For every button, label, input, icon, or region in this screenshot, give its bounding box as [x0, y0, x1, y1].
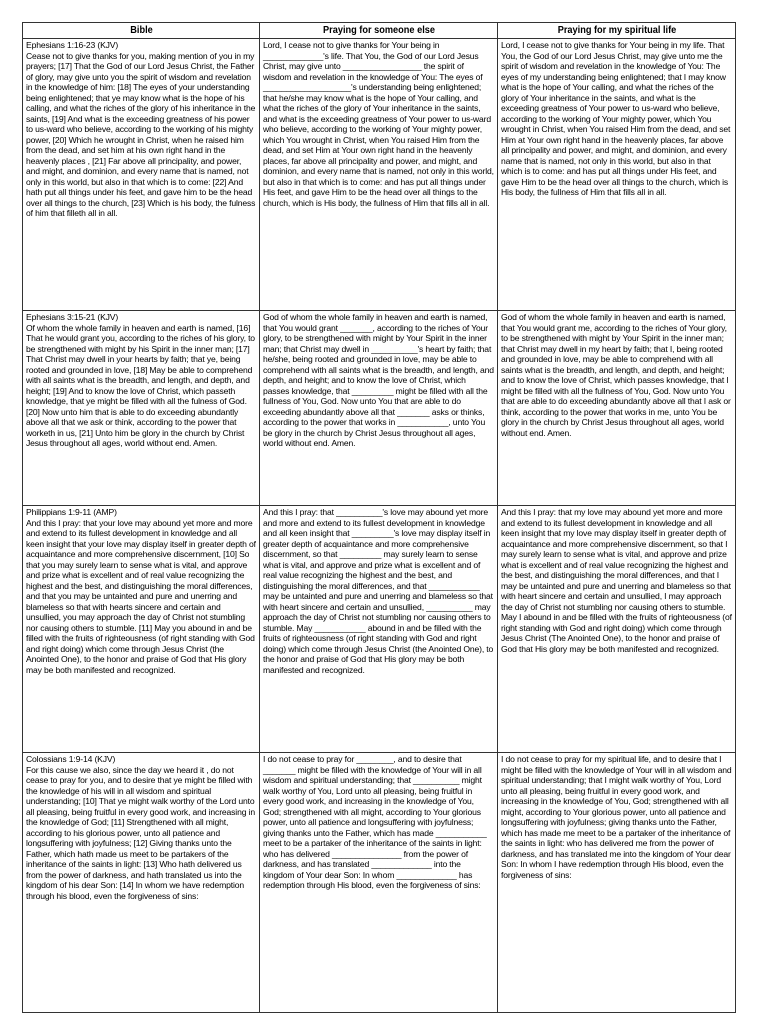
prayer-for-my-spiritual-life: Lord, I cease not to give thanks for Your being in my life. That You, the God of our Lord Jesus Christ, may give unto me the spirit of wisdom and revelation in the knowledge of You: The eyes of my understanding being enlightened; that I may know what is the hope of Your calling, and what the riches of the glory of Your inheritance in the saints, and what is the exceeding greatness of Your power to us-ward who believe, according to the working of Your mighty power, which You wrought in Christ, when You raised Him from the dead, and set Him at Your own right hand in the heavenly places, far above all principality and power, and might, and dominion, and every name that is named, not only in this world, but also in that which is to come: and has put all things under His feet, and gave Him to be the head over all things to the church, which is His body, the fullness of Him that fills all in all. — [498, 39, 736, 311]
table-row — [23, 311, 736, 506]
header-row — [23, 23, 736, 39]
header-praying-for-my-spiritual-life: Praying for my spiritual life — [507, 23, 726, 39]
scripture-text: For this cause we also, since the day we heard it , do not cease to pray for you, and to desire that ye might be filled with the knowledge of his will in all wisdom and spiritual understanding; [10] That ye might walk worthy of the Lord unto all pleasing, being fruitful in every good work, and increasing in the knowledge of God; [11] Strengthened with all might, according to his glorious power, unto all patience and longsuffering with joyfulness; [12] Giving thanks unto the Father, which hath made us meet to be partakers of the inheritance of the saints in light: [13] Who hath delivered us from the power of darkness, and hath translated us into the kingdom of his dear Son: [14] In whom we have redemption through his blood, even the forgiveness of sins: — [26, 764, 255, 901]
scripture-text: And this I pray: that your love may abound yet more and more and extend to its fullest development in knowledge and all keen insight that your love may display itself in greater depth of acquaintance and more comprehensive discernment, [10] So that you may surely learn to sense what is vital, and approve and prize what is excellent and of real value recognizing the highest and the best, and distinguishing the moral differences, and that you may be untainted and pure and unerring and blameless so that with hearts sincere and certain and unsullied, you may approach the day of Christ not stumbling nor causing others to stumble. [11] May you abound in and be filled with the fruits of righteousness (of right standing with God and right doing) which come through Jesus Christ (the Anointed One), to the honor and praise of God that His glory may be both manifested and recognized. — [26, 517, 256, 675]
prayer-for-my-spiritual-life: God of whom the whole family in heaven and earth is named, that You would grant me, according to the riches of Your glory, to be strengthened with might by Your Spirit in the inner man; that Christ may dwell in my heart by faith; that I, being rooted and grounded in love, may be able to comprehend with all saints what is the breadth, and length, and depth, and height; and to know the love of Christ, which passes knowledge, that I might be filled with all the fullness of You, God. Now unto You that are able to do exceeding abundantly above all that I ask or think, according to the power that works in me, unto You be glory in the church by Christ Jesus throughout all ages, world without end. Amen. — [498, 311, 736, 506]
scripture-text: Of whom the whole family in heaven and earth is named, [16] That he would grant you, according to the riches of his glory, to be strengthened with might by his Spirit in the inner man; [17] That Christ may dwell in your hearts by faith; that ye, being rooted and grounded in love, [18] May be able to comprehend with all saints what is the breadth, and length, and depth, and height; [19] And to know the love of Christ, which passeth knowledge, that ye might be filled with all the fulness of God. [20] Now unto him that is able to do exceeding abundantly above all that we ask or think, according to the power that worketh in us, [21] Unto him be glory in the church by Christ Jesus throughout all ages, world without end. Amen. — [26, 322, 255, 448]
scripture-reference: Philippians 1:9-11 (AMP) — [26, 507, 117, 517]
bible-cell — [23, 39, 260, 311]
scripture-reference: Ephesians 1:16-23 (KJV) — [26, 40, 119, 50]
bible-cell — [23, 311, 260, 506]
prayer-for-someone-else: Lord, I cease not to give thanks for Your being in _____________'s life. That You, the God of our Lord Jesus Christ, may give unto _________________ the spirit of wisdom and revelation in the knowledge of You: The eyes of ___________________'s understanding being enlightened; that he/she may know what is the hope of Your calling, and what the riches of the glory of Your inheritance in the saints, and what is the exceeding greatness of Your power to us-ward who believe, according to the working of Your mighty power, which You wrought in Christ, when You raised Him from the dead, and set Him at Your own right hand in the heavenly places, far above all principality and power, and might, and dominion, and every name that is named, not only in this world, but also in that which is to come: and has put all things under His feet, and gave Him to be the head over all things to the church, which is His body, the fullness of Him that fills all in all. — [260, 39, 498, 311]
prayer-for-my-spiritual-life: And this I pray: that my love may abound yet more and more and extend to its fullest development in knowledge and all keen insight that my love may display itself in greater depth of acquaintance and more comprehensive discernment, so that I may surely learn to sense what is vital, and approve and prize what is excellent and of real value recognizing the highest and the best, and distinguishing the moral differences, and that I may be untainted and pure and unerring and blameless so that with heart sincere and certain and unsullied, I may approach the day of Christ not stumbling nor causing others to stumble. May I abound in and be filled with the fruits of righteousness (of right standing with God and right doing) which come through Jesus Christ (The Anointed One), to the honor and praise of God that His glory may be both manifested and recognized. — [498, 506, 736, 753]
bible-cell — [23, 506, 260, 753]
scripture-reference: Ephesians 3:15-21 (KJV) — [26, 312, 119, 322]
prayer-for-someone-else: I do not cease to pray for ________, and to desire that _______ might be filled with the knowledge of Your will in all wisdom and spiritual understanding; that __________ might walk worthy of You, Lord unto all pleasing, being fruitful in every good work, and increasing in the knowledge of You, God; strengthened with all might, according to Your glorious power, unto all patience and longsuffering with joyfulness; giving thanks unto the Father, which has made ___________ meet to be a partaker of the inheritance of the saints in light: who has delivered _______________ from the power of darkness, and has translated _____________ into the kingdom of Your dear Son: In whom _____________ has redemption through His blood, even the forgiveness of sins: — [260, 753, 498, 1013]
table-row — [23, 753, 736, 1013]
prayer-document — [22, 22, 735, 1013]
bible-cell — [23, 753, 260, 1013]
header-praying-for-someone-else: Praying for someone else — [269, 23, 488, 39]
prayer-table — [22, 22, 736, 1013]
table-row — [23, 506, 736, 753]
header-bible: Bible — [32, 23, 250, 39]
prayer-for-my-spiritual-life: I do not cease to pray for my spiritual life, and to desire that I might be filled with the knowledge of Your will in all wisdom and spiritual understanding; that I might walk worthy of You, Lord unto all pleasing, being fruitful in every good work, and increasing in the knowledge of You, God; strengthened with all might, according to Your glorious power, unto all patience and longsuffering with joyfulness; giving thanks unto the Father, which has made me meet to be a partaker of the inheritance of the saints in light: who has delivered me from the power of darkness, and has translated me into the kingdom of Your dear Son: In whom I have redemption through His blood, even the forgiveness of sins: — [498, 753, 736, 1013]
table-row — [23, 39, 736, 311]
scripture-reference: Colossians 1:9-14 (KJV) — [26, 754, 116, 764]
prayer-for-someone-else: And this I pray: that __________'s love may abound yet more and more and extend to its fullest development in knowledge and all keen insight that _________'s love may display itself in greater depth of acquaintance and more comprehensive discernment, so that _________ may surely learn to sense what is vital, and approve and prize what is excellent and of real value recognizing the highest and the best, and distinguishing the moral differences, and that ___________ may be untainted and pure and unerring and blameless so that with heart sincere and certain and unsullied, __________ may approach the day of Christ not stumbling nor causing others to stumble. May ___________ abound in and be filled with the fruits of righteousness (of right standing with God and right doing) which come through Jesus Christ (the Anointed One), to the honor and praise of God that His glory may be both manifested and recognized. — [260, 506, 498, 753]
prayer-for-someone-else: God of whom the whole family in heaven and earth is named, that You would grant _______, according to the riches of Your glory, to be strengthened with might by Your Spirit in the inner man; that Christ may dwell in __________'s heart by faith; that he/she, being rooted and grounded in love, may be able to comprehend with all saints what is the breadth, and length, and depth, and height; and to know the love of Christ, which passes knowledge, that _________ might be filled with all the fullness of You, God. Now unto You that are able to do exceeding abundantly above all that _______ asks or thinks, according to the power that works in ___________, unto You be glory in the church by Christ Jesus throughout all ages, world without end. Amen. — [260, 311, 498, 506]
scripture-text: Cease not to give thanks for you, making mention of you in my prayers; [17] That the God of our Lord Jesus Christ, the Father of glory, may give unto you the spirit of wisdom and revelation in the knowledge of him: [18] The eyes of your understanding being enlightened; that ye may know what is the hope of his calling, and what the riches of the glory of his inheritance in the saints, [19] And what is the exceeding greatness of his power to us-ward who believe, according to the working of his mighty power, [20] Which he wrought in Christ, when he raised him from the dead, and set him at his own right hand in the heavenly places , [21] Far above all principality, and power, and might, and dominion, and every name that is named, not only in this world, but also in that which is to come: [22] And hath put all things under his feet, and gave him to be the head over all things to the church, [23] Which is his body, the fulness of him that filleth all in all. — [26, 50, 256, 218]
